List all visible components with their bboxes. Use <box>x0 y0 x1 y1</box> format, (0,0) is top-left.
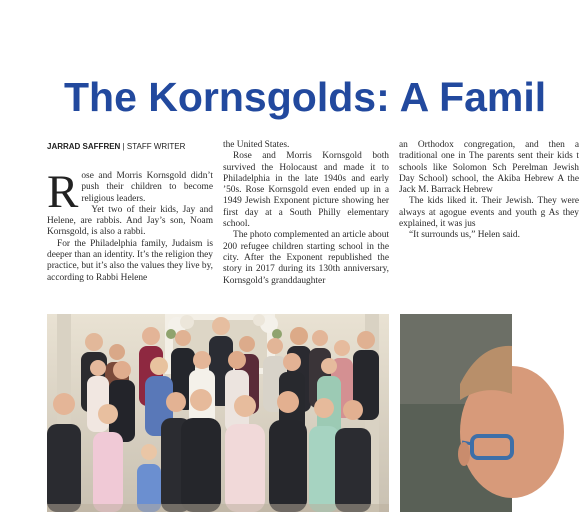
byline-name: JARRAD SAFFREN <box>47 142 121 151</box>
column-3 <box>399 140 579 242</box>
paragraph: an Orthodox congregation, and then a traditional one in The parents sent their kids t schools like Solomon Sch Perelman Jewish Day School) school, the Akiba Hebrew A the Jack M. Barrack Hebrew <box>399 140 579 196</box>
paragraph: Yet two of their kids, Jay and Helene, are rabbis. And Jay’s son, Noam Kornsgold, is also a rabbi. <box>47 204 213 238</box>
portrait-illustration <box>400 314 512 512</box>
headline: The Kornsgolds: A Famil <box>64 74 547 120</box>
paragraph: For the Philadelphia family, Judaism is deeper than an identity. It’s the religion they practice, but it’s also the values they live by, according to Rabbi Helene <box>47 238 214 283</box>
column-1 <box>47 166 214 284</box>
family-photo-illustration <box>47 314 389 512</box>
paragraph <box>47 166 213 218</box>
paragraph: The kids liked it. Their Jewish. They were always at agogue events and youth g As they explained, it was jus <box>399 196 579 230</box>
byline-separator: | <box>120 142 127 151</box>
paragraph: the United States. <box>223 140 290 150</box>
paragraph: “It surrounds us,” Helen said. <box>409 230 520 241</box>
column-2 <box>223 140 389 287</box>
paragraph-text: ose and Morris Kornsgold didn’t push their children to become religious leaders. <box>81 171 213 204</box>
drop-cap: R <box>47 166 79 218</box>
family-photo <box>47 314 389 512</box>
paragraph: The photo complemented an article about 200 refugee children starting school in the city. After the Exponent republished the story in 2017 during its 130th anniversary, Kornsgold’s granddaughter <box>223 230 389 286</box>
byline-role: STAFF WRITER <box>126 142 186 151</box>
byline <box>47 142 185 151</box>
paragraph: Rose and Morris Kornsgold both survived the Holocaust and made it to Philadelphia in the late 1940s and early ’50s. Rose Kornsgold even ended up in a 1949 Jewish Exponent picture showing her first day at a South Philly elementary school. <box>223 151 389 230</box>
portrait-photo <box>400 314 512 512</box>
